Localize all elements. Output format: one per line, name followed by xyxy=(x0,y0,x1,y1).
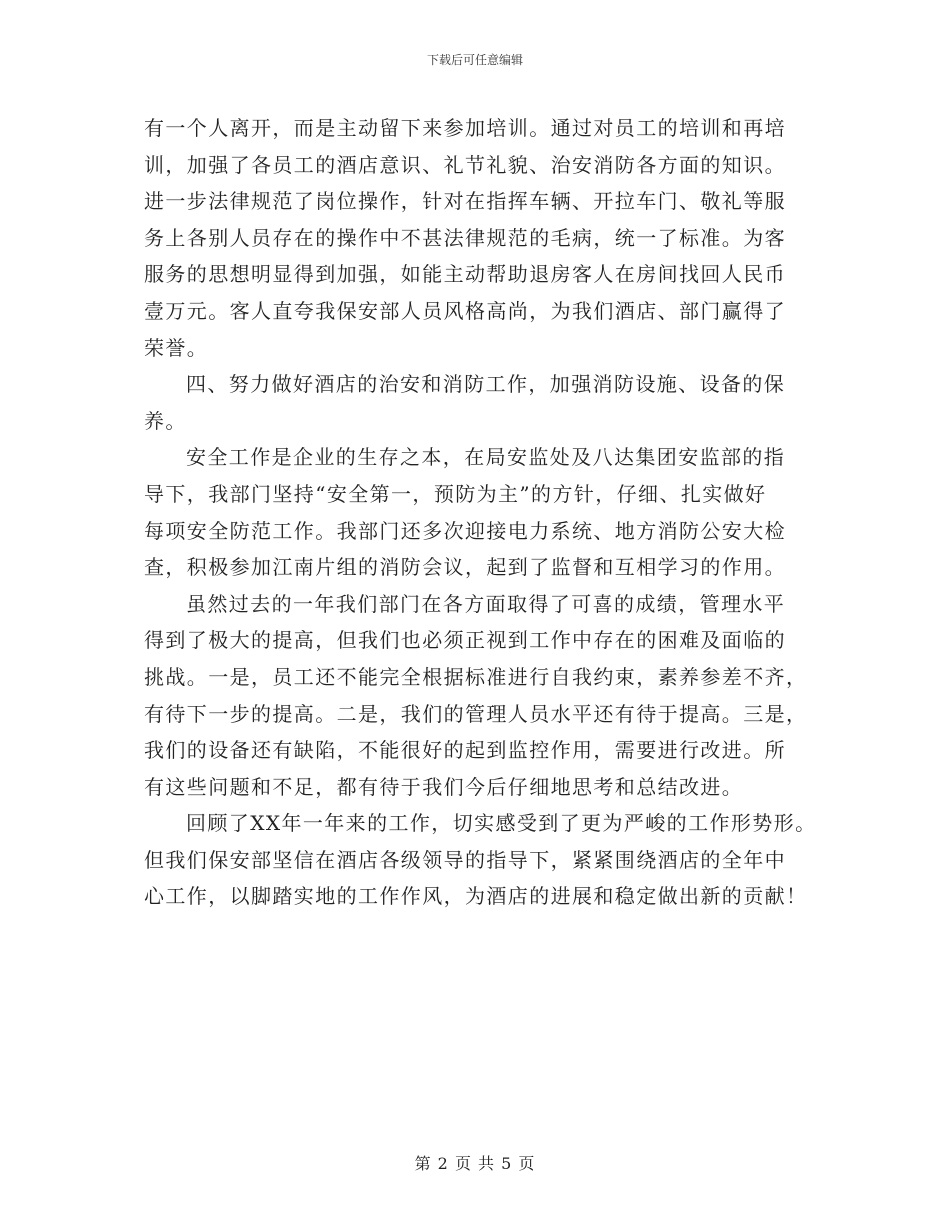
text-line: 荣誉。 xyxy=(144,335,209,360)
text-line: 务上各别人员存在的操作中不甚法律规范的毛病，统一了标准。为客 xyxy=(144,225,786,250)
text-line: 导下，我部门坚持“安全第一，预防为主”的方针，仔细、扎实做好 xyxy=(144,481,767,506)
text-line: 得到了极大的提高，但我们也必须正视到工作中存在的困难及面临的 xyxy=(144,628,786,653)
document-body xyxy=(144,110,817,915)
text-line: 养。 xyxy=(144,408,187,433)
text-line: 查，积极参加江南片组的消防会议，起到了监督和互相学习的作用。 xyxy=(144,555,786,580)
text-line: 有一个人离开，而是主动留下来参加培训。通过对员工的培训和再培 xyxy=(144,116,786,140)
text-line: 我们的设备还有缺陷，不能很好的起到监控作用，需要进行改进。所 xyxy=(144,738,786,763)
text-line: 挑战。一是，员工还不能完全根据标准进行自我约束，素养参差不齐， xyxy=(144,664,808,689)
text-line: 每项安全防范工作。我部门还多次迎接电力系统、地方消防公安大检 xyxy=(144,518,786,543)
text-line: 有这些问题和不足，都有待于我们今后仔细地思考和总结改进。 xyxy=(144,774,744,799)
text-line: 但我们保安部坚信在酒店各级领导的指导下，紧紧围绕酒店的全年中 xyxy=(144,847,786,872)
text-line: 训，加强了各员工的酒店意识、礼节礼貌、治安消防各方面的知识。 xyxy=(144,152,786,177)
text-line: 进一步法律规范了岗位操作，针对在指挥车辆、开拉车门、敬礼等服 xyxy=(144,189,786,214)
text-line: 安全工作是企业的生存之本，在局安监处及八达集团安监部的指 xyxy=(186,445,786,470)
text-line: 心工作，以脚踏实地的工作作风，为酒店的进展和稳定做出新的贡献！ xyxy=(144,884,808,909)
page-number-footer: 第 2 页 共 5 页 xyxy=(414,1154,536,1173)
text-line: 有待下一步的提高。二是，我们的管理人员水平还有待于提高。三是， xyxy=(144,701,808,726)
text-line: 四、努力做好酒店的治安和消防工作，加强消防设施、设备的保 xyxy=(186,372,786,397)
text-line: 回顾了XX年一年来的工作，切实感受到了更为严峻的工作形势形。 xyxy=(186,811,817,836)
page-header: 下载后可任意编辑 xyxy=(426,53,523,67)
text-line: 虽然过去的一年我们部门在各方面取得了可喜的成绩，管理水平 xyxy=(186,591,786,616)
text-line: 壹万元。客人直夸我保安部人员风格高尚，为我们酒店、部门赢得了 xyxy=(144,298,786,323)
text-line: 服务的思想明显得到加强，如能主动帮助退房客人在房间找回人民币 xyxy=(144,262,786,287)
